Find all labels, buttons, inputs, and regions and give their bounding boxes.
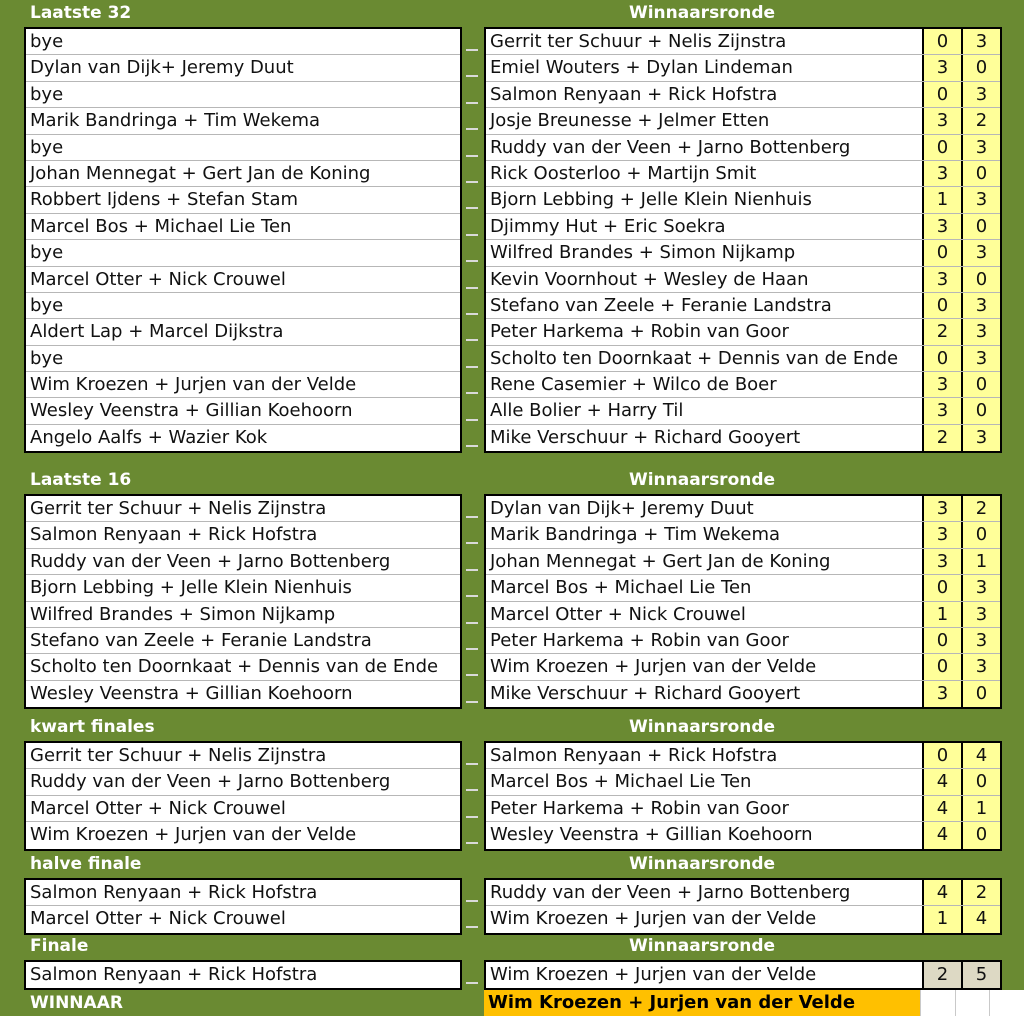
result-list-kwart-finales xyxy=(484,741,1002,851)
score-left-cell[interactable]: 3 xyxy=(922,522,961,547)
opponent-team-cell[interactable]: Rene Casemier + Wilco de Boer xyxy=(490,374,777,396)
row-separator xyxy=(466,789,478,791)
score-right-cell[interactable]: 1 xyxy=(961,549,1000,574)
result-row xyxy=(486,628,1000,654)
winner-empty-cells xyxy=(920,990,1024,1016)
team-cell[interactable]: Bjorn Lebbing + Jelle Klein Nienhuis xyxy=(26,575,460,601)
score-left-cell[interactable]: 3 xyxy=(922,267,961,292)
result-row xyxy=(486,522,1000,548)
round-title-laatste-16: Laatste 16 xyxy=(30,470,132,490)
result-row xyxy=(486,267,1000,293)
score-left-cell[interactable]: 4 xyxy=(922,880,961,905)
row-separator xyxy=(466,926,478,928)
opponent-team-cell[interactable]: Marik Bandringa + Tim Wekema xyxy=(490,524,781,546)
result-title-laatste-32: Winnaarsronde xyxy=(628,3,776,23)
left-team-list-laatste-32 xyxy=(24,27,462,453)
round-title-halve-finale: halve finale xyxy=(30,854,142,874)
score-right-cell[interactable]: 3 xyxy=(961,602,1000,627)
opponent-team-cell[interactable]: Ruddy van der Veen + Jarno Bottenberg xyxy=(490,882,851,903)
team-cell[interactable]: Marcel Otter + Nick Crouwel xyxy=(30,908,286,930)
row-separator xyxy=(466,366,478,368)
score-right-cell[interactable]: 0 xyxy=(961,522,1000,547)
row-separator xyxy=(466,900,478,902)
team-cell[interactable]: Marcel Otter + Nick Crouwel xyxy=(26,796,460,822)
team-cell[interactable]: bye xyxy=(26,346,460,372)
score-right-cell[interactable]: 2 xyxy=(961,108,1000,133)
score-left-cell[interactable]: 1 xyxy=(922,187,961,212)
score-right-cell[interactable]: 0 xyxy=(961,267,1000,292)
opponent-team-cell[interactable]: Marcel Otter + Nick Crouwel xyxy=(490,603,746,625)
team-cell[interactable]: Ruddy van der Veen + Jarno Bottenberg xyxy=(26,549,460,575)
result-row xyxy=(486,575,1000,601)
left-team-list-kwart-finales xyxy=(24,741,462,851)
left-team-list-laatste-16 xyxy=(24,494,462,709)
score-right-cell[interactable]: 3 xyxy=(961,654,1000,679)
row-separator xyxy=(466,445,478,447)
score-right-cell[interactable]: 3 xyxy=(961,319,1000,344)
opponent-team-cell[interactable]: Alle Bolier + Harry Til xyxy=(490,400,684,422)
opponent-team-cell[interactable]: Ruddy van der Veen + Jarno Bottenberg xyxy=(490,136,851,158)
result-row xyxy=(486,654,1000,680)
result-row xyxy=(486,822,1000,848)
score-right-cell[interactable]: 0 xyxy=(961,822,1000,848)
score-left-cell[interactable]: 2 xyxy=(922,425,961,451)
score-left-cell[interactable]: 3 xyxy=(922,549,961,574)
result-row xyxy=(486,880,1000,906)
score-left-cell[interactable]: 3 xyxy=(922,108,961,133)
team-cell[interactable]: Wesley Veenstra + Gillian Koehoorn xyxy=(30,682,353,704)
row-separator xyxy=(466,128,478,130)
winner-label: WINNAAR xyxy=(30,993,123,1013)
row-separator xyxy=(466,313,478,315)
opponent-team-cell[interactable]: Wesley Veenstra + Gillian Koehoorn xyxy=(490,824,813,846)
team-cell[interactable]: Wim Kroezen + Jurjen van der Velde xyxy=(30,824,357,846)
row-separator xyxy=(466,816,478,818)
score-left-cell[interactable]: 3 xyxy=(922,214,961,239)
score-left-cell[interactable]: 3 xyxy=(922,161,961,186)
team-cell[interactable]: Wesley Veenstra + Gillian Koehoorn xyxy=(26,398,460,424)
result-title-halve-finale: Winnaarsronde xyxy=(628,854,776,874)
score-right-cell[interactable]: 3 xyxy=(961,425,1000,451)
score-left-cell[interactable]: 4 xyxy=(922,796,961,821)
score-left-cell[interactable]: 0 xyxy=(922,135,961,160)
opponent-team-cell[interactable]: Scholto ten Doornkaat + Dennis van de Ende xyxy=(490,347,899,369)
result-row xyxy=(486,319,1000,345)
opponent-team-cell[interactable]: Marcel Bos + Michael Lie Ten xyxy=(490,577,752,599)
row-separator xyxy=(466,155,478,157)
score-right-cell[interactable]: 4 xyxy=(961,906,1000,932)
result-row xyxy=(486,962,1000,988)
opponent-team-cell[interactable]: Peter Harkema + Robin van Goor xyxy=(490,797,789,819)
opponent-team-cell[interactable]: Wim Kroezen + Jurjen van der Velde xyxy=(490,908,817,930)
score-right-cell[interactable]: 5 xyxy=(961,962,1000,988)
result-row xyxy=(486,55,1000,81)
result-row xyxy=(486,496,1000,522)
row-separator xyxy=(466,674,478,676)
result-row xyxy=(486,549,1000,575)
team-cell[interactable]: Gerrit ter Schuur + Nelis Zijnstra xyxy=(26,743,460,769)
row-separator xyxy=(466,234,478,236)
score-left-cell[interactable]: 3 xyxy=(922,372,961,397)
score-right-cell[interactable]: 0 xyxy=(961,681,1000,707)
score-right-cell[interactable]: 2 xyxy=(961,880,1000,905)
team-cell[interactable]: bye xyxy=(26,29,460,55)
score-left-cell[interactable]: 4 xyxy=(922,769,961,794)
round-title-kwart-finales: kwart finales xyxy=(30,717,155,737)
result-list-laatste-16 xyxy=(484,494,1002,709)
team-cell[interactable]: Robbert Ijdens + Stefan Stam xyxy=(26,187,460,213)
row-separator xyxy=(466,542,478,544)
row-separator xyxy=(466,102,478,104)
result-list-halve-finale xyxy=(484,878,1002,935)
team-cell[interactable]: Scholto ten Doornkaat + Dennis van de Ende xyxy=(26,654,460,680)
score-right-cell[interactable]: 4 xyxy=(961,743,1000,768)
score-left-cell[interactable]: 3 xyxy=(922,496,961,521)
team-cell[interactable]: Salmon Renyaan + Rick Hofstra xyxy=(26,880,460,906)
result-row xyxy=(486,372,1000,398)
row-separator xyxy=(466,595,478,597)
row-separator xyxy=(466,982,478,984)
score-left-cell[interactable]: 0 xyxy=(922,654,961,679)
score-right-cell[interactable]: 3 xyxy=(961,240,1000,265)
opponent-team-cell[interactable]: Mike Verschuur + Richard Gooyert xyxy=(490,426,801,448)
team-cell[interactable]: Salmon Renyaan + Rick Hofstra xyxy=(26,522,460,548)
opponent-team-cell[interactable]: Wim Kroezen + Jurjen van der Velde xyxy=(490,964,817,985)
score-left-cell[interactable]: 0 xyxy=(922,293,961,318)
result-row xyxy=(486,602,1000,628)
result-row xyxy=(486,135,1000,161)
result-row xyxy=(486,398,1000,424)
score-right-cell[interactable]: 3 xyxy=(961,29,1000,54)
row-separator xyxy=(466,701,478,703)
row-separator xyxy=(466,842,478,844)
result-list-finale xyxy=(484,960,1002,990)
result-row xyxy=(486,906,1000,932)
result-list-laatste-32 xyxy=(484,27,1002,453)
score-left-cell[interactable]: 0 xyxy=(922,346,961,371)
score-left-cell[interactable]: 3 xyxy=(922,681,961,707)
opponent-team-cell[interactable]: Salmon Renyaan + Rick Hofstra xyxy=(490,83,778,105)
result-row xyxy=(486,681,1000,707)
score-left-cell[interactable]: 1 xyxy=(922,602,961,627)
row-separator xyxy=(466,287,478,289)
score-left-cell[interactable]: 3 xyxy=(922,55,961,80)
result-row xyxy=(486,214,1000,240)
score-right-cell[interactable]: 0 xyxy=(961,214,1000,239)
score-right-cell[interactable]: 1 xyxy=(961,796,1000,821)
team-cell[interactable]: Wilfred Brandes + Simon Nijkamp xyxy=(26,602,460,628)
row-separator xyxy=(466,207,478,209)
opponent-team-cell[interactable]: Bjorn Lebbing + Jelle Klein Nienhuis xyxy=(490,189,812,211)
row-separator xyxy=(466,763,478,765)
result-row xyxy=(486,346,1000,372)
round-title-laatste-32: Laatste 32 xyxy=(30,3,132,23)
row-separator xyxy=(466,75,478,77)
team-cell[interactable]: Stefano van Zeele + Feranie Landstra xyxy=(26,628,460,654)
row-separator xyxy=(466,648,478,650)
opponent-team-cell[interactable]: Djimmy Hut + Eric Soekra xyxy=(490,215,726,237)
score-left-cell[interactable]: 4 xyxy=(922,822,961,848)
row-separator xyxy=(466,181,478,183)
score-right-cell[interactable]: 0 xyxy=(961,55,1000,80)
opponent-team-cell[interactable]: Wim Kroezen + Jurjen van der Velde xyxy=(490,656,817,678)
opponent-team-cell[interactable]: Wilfred Brandes + Simon Nijkamp xyxy=(490,242,796,264)
row-separator xyxy=(466,516,478,518)
team-cell[interactable]: Aldert Lap + Marcel Dijkstra xyxy=(26,319,460,345)
team-cell[interactable]: bye xyxy=(26,293,460,319)
team-cell[interactable]: Marik Bandringa + Tim Wekema xyxy=(26,108,460,134)
score-left-cell[interactable]: 0 xyxy=(922,29,961,54)
result-row xyxy=(486,187,1000,213)
row-separator xyxy=(466,622,478,624)
winner-name: Wim Kroezen + Jurjen van der Velde xyxy=(484,990,920,1016)
team-cell[interactable]: Marcel Bos + Michael Lie Ten xyxy=(26,214,460,240)
score-right-cell[interactable]: 3 xyxy=(961,293,1000,318)
score-left-cell[interactable]: 0 xyxy=(922,82,961,107)
opponent-team-cell[interactable]: Peter Harkema + Robin van Goor xyxy=(490,321,789,343)
result-row xyxy=(486,769,1000,795)
team-cell[interactable]: bye xyxy=(26,135,460,161)
opponent-team-cell[interactable]: Kevin Voornhout + Wesley de Haan xyxy=(490,268,809,290)
team-cell[interactable]: Marcel Otter + Nick Crouwel xyxy=(26,267,460,293)
row-separator xyxy=(466,49,478,51)
score-left-cell[interactable]: 0 xyxy=(922,743,961,768)
opponent-team-cell[interactable]: Stefano van Zeele + Feranie Landstra xyxy=(490,294,832,316)
opponent-team-cell[interactable]: Mike Verschuur + Richard Gooyert xyxy=(490,682,801,704)
team-cell[interactable]: Wim Kroezen + Jurjen van der Velde xyxy=(26,372,460,398)
score-right-cell[interactable]: 3 xyxy=(961,187,1000,212)
row-separator xyxy=(466,419,478,421)
score-right-cell[interactable]: 0 xyxy=(961,161,1000,186)
opponent-team-cell[interactable]: Salmon Renyaan + Rick Hofstra xyxy=(490,745,778,766)
score-left-cell[interactable]: 0 xyxy=(922,240,961,265)
team-cell[interactable]: bye xyxy=(26,240,460,266)
result-row xyxy=(486,161,1000,187)
row-separator xyxy=(466,260,478,262)
score-left-cell[interactable]: 2 xyxy=(922,962,961,988)
result-row xyxy=(486,425,1000,451)
result-title-laatste-16: Winnaarsronde xyxy=(628,470,776,490)
result-title-finale: Winnaarsronde xyxy=(628,936,776,956)
opponent-team-cell[interactable]: Emiel Wouters + Dylan Lindeman xyxy=(490,57,793,79)
opponent-team-cell[interactable]: Peter Harkema + Robin van Goor xyxy=(490,629,789,651)
result-row xyxy=(486,796,1000,822)
score-right-cell[interactable]: 0 xyxy=(961,372,1000,397)
result-title-kwart-finales: Winnaarsronde xyxy=(628,717,776,737)
result-row xyxy=(486,108,1000,134)
score-left-cell[interactable]: 2 xyxy=(922,319,961,344)
score-right-cell[interactable]: 3 xyxy=(961,346,1000,371)
team-cell[interactable]: Salmon Renyaan + Rick Hofstra xyxy=(30,964,318,985)
left-team-list-halve-finale xyxy=(24,878,462,935)
round-title-finale: Finale xyxy=(30,936,89,956)
score-left-cell[interactable]: 3 xyxy=(922,398,961,423)
score-left-cell[interactable]: 1 xyxy=(922,906,961,932)
score-right-cell[interactable]: 3 xyxy=(961,628,1000,653)
score-left-cell[interactable]: 0 xyxy=(922,628,961,653)
score-right-cell[interactable]: 0 xyxy=(961,398,1000,423)
opponent-team-cell[interactable]: Rick Oosterloo + Martijn Smit xyxy=(490,162,757,184)
row-separator xyxy=(466,569,478,571)
team-cell[interactable]: Dylan van Dijk+ Jeremy Duut xyxy=(26,55,460,81)
row-separator xyxy=(466,339,478,341)
opponent-team-cell[interactable]: Gerrit ter Schuur + Nelis Zijnstra xyxy=(490,31,787,52)
result-row xyxy=(486,29,1000,55)
score-right-cell[interactable]: 2 xyxy=(961,496,1000,521)
left-team-list-finale xyxy=(24,960,462,990)
result-row xyxy=(486,293,1000,319)
score-right-cell[interactable]: 3 xyxy=(961,82,1000,107)
opponent-team-cell[interactable]: Johan Mennegat + Gert Jan de Koning xyxy=(490,550,831,572)
score-left-cell[interactable]: 0 xyxy=(922,575,961,600)
score-right-cell[interactable]: 0 xyxy=(961,769,1000,794)
row-separator xyxy=(466,392,478,394)
team-cell[interactable]: Gerrit ter Schuur + Nelis Zijnstra xyxy=(26,496,460,522)
opponent-team-cell[interactable]: Dylan van Dijk+ Jeremy Duut xyxy=(490,498,754,519)
opponent-team-cell[interactable]: Josje Breunesse + Jelmer Etten xyxy=(490,110,770,132)
team-cell[interactable]: Johan Mennegat + Gert Jan de Koning xyxy=(26,161,460,187)
result-row xyxy=(486,240,1000,266)
opponent-team-cell[interactable]: Marcel Bos + Michael Lie Ten xyxy=(490,771,752,793)
result-row xyxy=(486,743,1000,769)
score-right-cell[interactable]: 3 xyxy=(961,135,1000,160)
score-right-cell[interactable]: 3 xyxy=(961,575,1000,600)
team-cell[interactable]: bye xyxy=(26,82,460,108)
team-cell[interactable]: Ruddy van der Veen + Jarno Bottenberg xyxy=(26,769,460,795)
result-row xyxy=(486,82,1000,108)
team-cell[interactable]: Angelo Aalfs + Wazier Kok xyxy=(30,426,268,448)
